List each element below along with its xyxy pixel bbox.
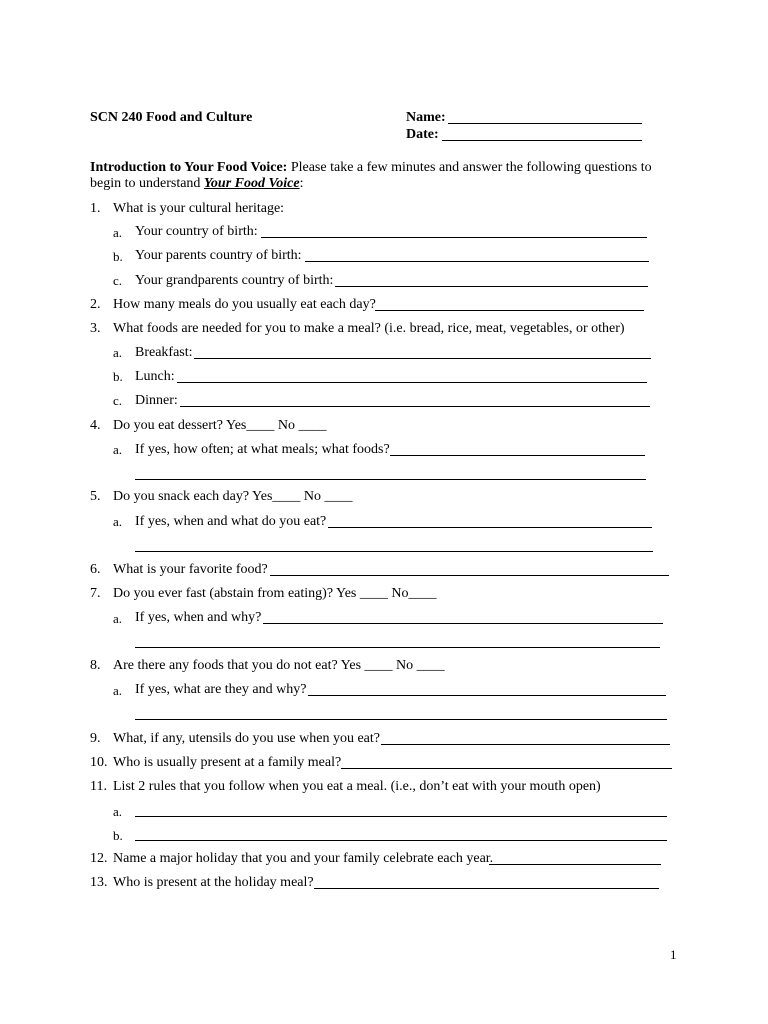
subquestion-letter: a.: [113, 804, 123, 819]
subquestion-letter: a.: [113, 611, 123, 626]
question-text: Do you eat dessert? Yes____ No ____: [113, 418, 327, 433]
answer-line[interactable]: [341, 768, 672, 769]
question-text: Do you snack each day? Yes____ No ____: [113, 489, 353, 504]
answer-line[interactable]: [135, 551, 653, 552]
answer-line[interactable]: [314, 888, 659, 889]
answer-line[interactable]: [390, 455, 645, 456]
question-number: 4.: [90, 418, 101, 433]
subquestion-letter: a.: [113, 683, 123, 698]
subquestion-letter: a.: [113, 442, 123, 457]
subquestion-letter: b.: [113, 249, 123, 264]
answer-line[interactable]: [135, 479, 646, 480]
subquestion-letter: c.: [113, 393, 123, 408]
question-text: List 2 rules that you follow when you eat a meal. (i.e., don’t eat with your mouth open): [113, 779, 601, 794]
subquestion-text: If yes, when and why?: [135, 610, 262, 625]
answer-line[interactable]: [177, 382, 647, 383]
question-number: 6.: [90, 562, 101, 577]
intro-emphasis: Your Food Voice: [203, 176, 300, 191]
answer-line[interactable]: [135, 840, 667, 841]
question-number: 2.: [90, 297, 101, 312]
name-field[interactable]: [448, 123, 642, 124]
question-text: What is your favorite food?: [113, 562, 268, 577]
subquestion-text: If yes, how often; at what meals; what foods?: [135, 442, 390, 457]
answer-line[interactable]: [335, 286, 648, 287]
question-number: 1.: [90, 201, 101, 216]
answer-line[interactable]: [305, 261, 649, 262]
question-text: Do you ever fast (abstain from eating)? Yes ____ No____: [113, 586, 437, 601]
answer-line[interactable]: [135, 647, 660, 648]
answer-line[interactable]: [261, 237, 647, 238]
subquestion-letter: c.: [113, 273, 123, 288]
subquestion-text: If yes, what are they and why?: [135, 682, 307, 697]
answer-line[interactable]: [489, 864, 661, 865]
question-number: 5.: [90, 489, 101, 504]
subquestion-letter: a.: [113, 514, 123, 529]
page-number: 1: [670, 947, 677, 962]
answer-line[interactable]: [375, 310, 644, 311]
subquestion-letter: b.: [113, 828, 123, 843]
answer-line[interactable]: [263, 623, 663, 624]
intro-line-2: [90, 176, 304, 192]
question-number: 13.: [90, 875, 108, 890]
subquestion-text: Your grandparents country of birth:: [135, 273, 334, 288]
subquestion-letter: b.: [113, 369, 123, 384]
question-text: How many meals do you usually eat each day?: [113, 297, 376, 312]
answer-line[interactable]: [328, 527, 652, 528]
question-number: 3.: [90, 321, 101, 336]
subquestion-text: Your parents country of birth:: [135, 248, 302, 263]
subquestion-text: Dinner:: [135, 393, 178, 408]
question-text: Who is usually present at a family meal?: [113, 755, 342, 770]
intro-line-1: [90, 160, 652, 176]
answer-line[interactable]: [194, 358, 651, 359]
subquestion-text: Lunch:: [135, 369, 175, 384]
answer-line[interactable]: [381, 744, 670, 745]
answer-line[interactable]: [135, 719, 667, 720]
answer-line[interactable]: [308, 695, 666, 696]
intro-prefix: begin to understand: [90, 176, 204, 191]
course-title: SCN 240 Food and Culture: [90, 110, 253, 125]
name-label: Name:: [406, 110, 446, 125]
question-number: 7.: [90, 586, 101, 601]
answer-line[interactable]: [270, 575, 669, 576]
answer-line[interactable]: [135, 816, 667, 817]
intro-heading: Introduction to Your Food Voice:: [90, 160, 288, 175]
subquestion-text: Your country of birth:: [135, 224, 258, 239]
subquestion-letter: a.: [113, 345, 123, 360]
question-number: 9.: [90, 731, 101, 746]
question-text: What, if any, utensils do you use when you eat?: [113, 731, 380, 746]
question-text: Name a major holiday that you and your family celebrate each year.: [113, 851, 494, 866]
question-number: 11.: [90, 779, 107, 794]
question-text: What is your cultural heritage:: [113, 201, 285, 216]
question-text: Are there any foods that you do not eat? Yes ____ No ____: [113, 658, 445, 673]
intro-text: Please take a few minutes and answer the following questions to: [287, 160, 652, 175]
answer-line[interactable]: [180, 406, 650, 407]
subquestion-text: If yes, when and what do you eat?: [135, 514, 327, 529]
question-text: Who is present at the holiday meal?: [113, 875, 314, 890]
question-text: What foods are needed for you to make a meal? (i.e. bread, rice, meat, vegetables, or other): [113, 321, 625, 336]
subquestion-letter: a.: [113, 225, 123, 240]
date-field[interactable]: [442, 140, 642, 141]
date-label: Date:: [406, 127, 439, 142]
question-number: 10.: [90, 755, 108, 770]
intro-suffix: :: [299, 176, 304, 191]
question-number: 8.: [90, 658, 101, 673]
subquestion-text: Breakfast:: [135, 345, 193, 360]
question-number: 12.: [90, 851, 108, 866]
